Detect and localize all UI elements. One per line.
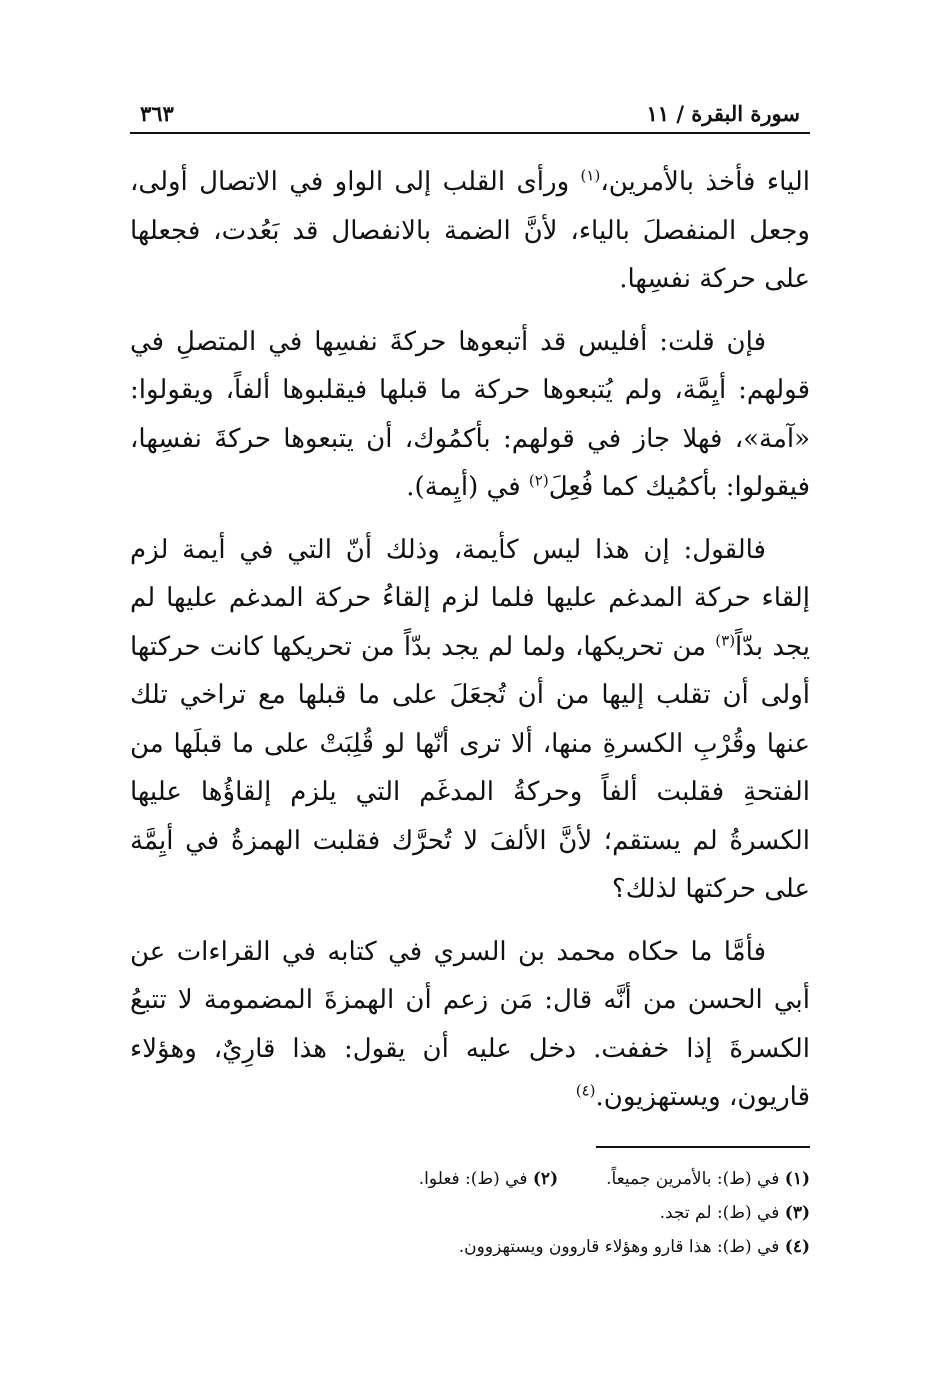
footnote-ref-1: (١) (580, 166, 601, 185)
footnote-ref-2: (٢) (528, 471, 549, 490)
footnotes (130, 1162, 810, 1264)
footnote-4: (٤) في (ط): هذا قارو وهؤلاء قاروون ويستهزوون. (458, 1237, 810, 1257)
running-header (130, 100, 810, 134)
footnote-2: (٢) في (ط): فعلوا. (418, 1169, 559, 1189)
paragraph-2: فإن قلت: أفليس قد أتبعوها حركةَ نفسِها في المتصلِ في قولهم: أيِمَّة، ولم يُتبعوها حركة ما قبلها فيقلبوها ألفاً، ويقولوا: «آمة»، فهلا جاز في قولهم: بأكمُوك، أن يتبعوها حركةَ نفسِها، فيقولوا: بأكمُيك كما فُعِلَ$^{(٢)}$ في (أيِمة). (130, 326, 810, 502)
paragraph-1: الياء فأخذ بالأمرين،$^{(١)}$ ورأى القلب إلى الواو في الاتصال أولى، وجعل المنفصلَ بالياء، لأنَّ الضمة بالانفصال قد بَعُدت، فجعلها على حركة نفسِها. (130, 166, 810, 294)
footnote-divider (596, 1146, 810, 1148)
footnote-row (130, 1162, 810, 1196)
footnote-1: (١) في (ط): بالأمرين جميعاً. (606, 1169, 810, 1189)
book-page (130, 100, 810, 1257)
footnote-3: (٣) في (ط): لم تجد. (659, 1203, 810, 1223)
main-text (130, 158, 810, 1122)
surah-label: سورة البقرة / ١١ (646, 101, 800, 126)
footnote-ref-3: (٣) (715, 630, 736, 649)
paragraph-3: فالقول: إن هذا ليس كأيمة، وذلك أنّ التي في أيمة لزم إلقاء حركة المدغم عليها فلما لزم إلقاءُ حركة المدغم عليها لم يجد بدّاً$^{(٣)}$ من تحريكها، ولما لم يجد بدّاً من تحريكها كانت حركتها أولى أن تقلب إليها من أن تُجعَلَ على ما قبلها مع تراخي تلك عنها وقُرْبِ الكسرةِ منها، ألا ترى أنّها لو قُلِبَتْ على ما قبلَها من الفتحةِ فقلبت ألفاً وحركةُ المدغَم التي يلزم إلقاؤُها عليها الكسرةُ لم يستقم؛ لأنَّ الألفَ لا تُحرَّك فقلبت الهمزةُ في أيِمَّة على حركتها لذلك؟ (130, 534, 810, 904)
page-number: ٣٦٣ (140, 101, 174, 126)
footnote-ref-4: (٤) (575, 1081, 596, 1100)
paragraph-4: فأمَّا ما حكاه محمد بن السري في كتابه في القراءات عن أبي الحسن من أنَّه قال: مَن زعم أن الهمزةَ المضمومة لا تتبعُ الكسرةَ إذا خففت. دخل عليه أن يقول: هذا قارِيٌ، وهؤلاء قاريون، ويستهزيون.$^{(٤)}$ (130, 936, 810, 1112)
